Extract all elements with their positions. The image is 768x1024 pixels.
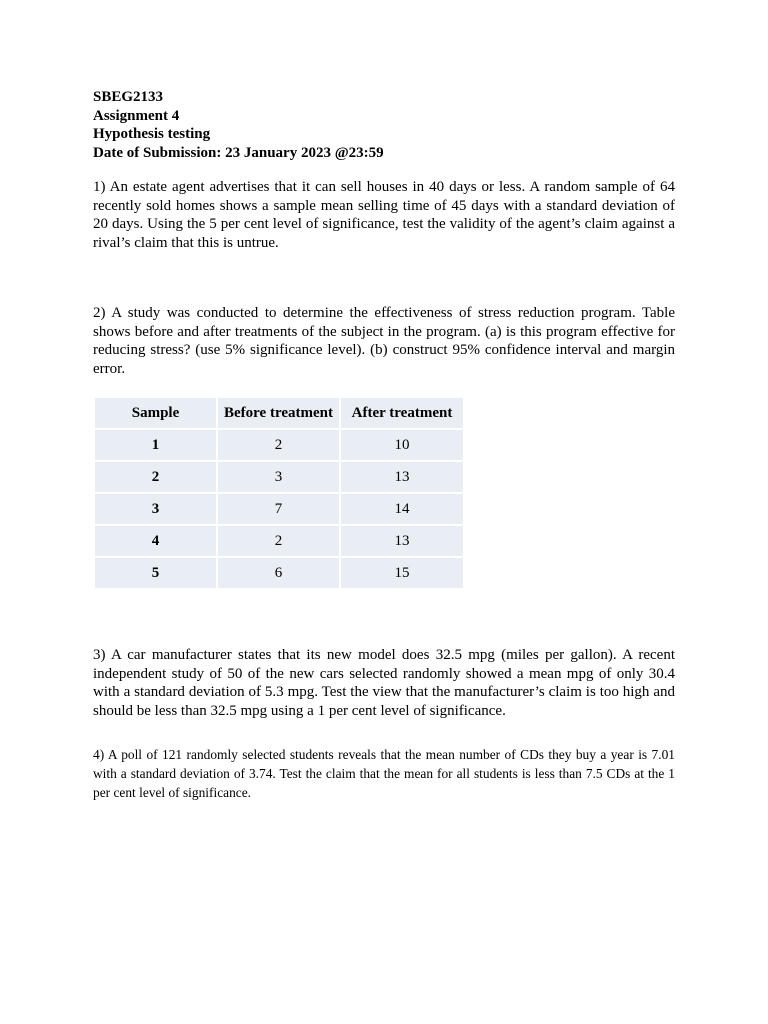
assignment-title: Assignment 4 xyxy=(93,107,180,124)
column-header-after: After treatment xyxy=(341,398,463,428)
table-row xyxy=(95,430,463,460)
after-cell: 10 xyxy=(341,430,463,460)
question-2: 2) A study was conducted to determine the effectiveness of stress reduction program. Table shows before and after treatments of the subject in the program. (a) is this program effective for reducing stress? (use 5% significance level). (b) construct 95% confidence interval and margin error. xyxy=(93,305,675,377)
column-header-sample: Sample xyxy=(95,398,216,428)
question-4: 4) A poll of 121 randomly selected students reveals that the mean number of CDs they buy a year is 7.01 with a standard deviation of 3.74. Test the claim that the mean for all students is less than 7.5 CDs at the 1 per cent level of significance. xyxy=(93,747,675,800)
sample-cell: 2 xyxy=(95,462,216,492)
column-header-before: Before treatment xyxy=(218,398,339,428)
table-header-row xyxy=(95,398,463,428)
assignment-header xyxy=(93,88,384,162)
before-cell: 2 xyxy=(218,430,339,460)
sample-cell: 5 xyxy=(95,558,216,588)
table-row xyxy=(95,526,463,556)
table-row xyxy=(95,462,463,492)
after-cell: 14 xyxy=(341,494,463,524)
after-cell: 13 xyxy=(341,526,463,556)
assignment-topic: Hypothesis testing xyxy=(93,126,211,142)
after-cell: 15 xyxy=(341,558,463,588)
submission-date: Date of Submission: 23 January 2023 @23:59 xyxy=(93,144,384,161)
before-cell: 2 xyxy=(218,526,339,556)
sample-cell: 1 xyxy=(95,430,216,460)
question-3: 3) A car manufacturer states that its new model does 32.5 mpg (miles per gallon). A recent independent study of 50 of the new cars selected randomly showed a mean mpg of only 30.4 with a standard deviation of 5.3 mpg. Test the view that the manufacturer’s claim is too high and should be less than 32.5 mpg using a 1 per cent level of significance. xyxy=(93,647,675,719)
before-cell: 6 xyxy=(218,558,339,588)
treatment-table xyxy=(93,396,465,590)
course-code: SBEG2133 xyxy=(93,89,164,105)
after-cell: 13 xyxy=(341,462,463,492)
sample-cell: 3 xyxy=(95,494,216,524)
sample-cell: 4 xyxy=(95,526,216,556)
before-cell: 3 xyxy=(218,462,339,492)
before-cell: 7 xyxy=(218,494,339,524)
question-1: 1) An estate agent advertises that it can sell houses in 40 days or less. A random sample of 64 recently sold homes shows a sample mean selling time of 45 days with a standard deviation of 20 days. Using the 5 per cent level of significance, test the validity of the agent’s claim against a rival’s claim that this is untrue. xyxy=(93,179,675,251)
table-row xyxy=(95,494,463,524)
table-row xyxy=(95,558,463,588)
